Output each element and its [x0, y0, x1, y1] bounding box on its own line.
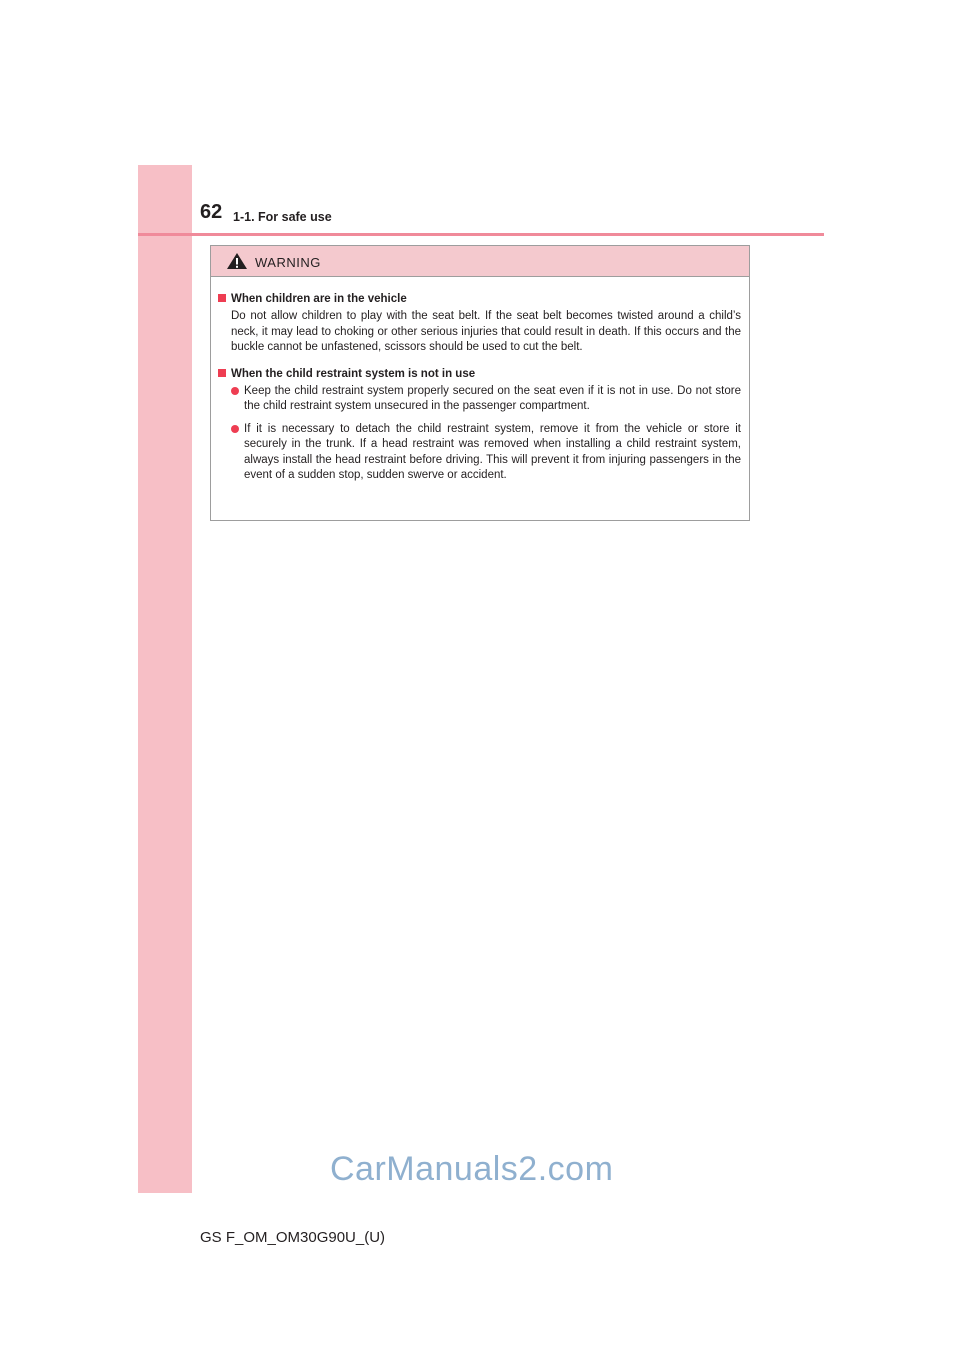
list-item-text: Keep the child restraint system properly secured on the seat even if it is not in use. Do not store the child restraint system unsecured in the passenger compartment. — [244, 384, 741, 412]
watermark: CarManuals2.com — [330, 1150, 614, 1188]
section-heading-restraint-not-in-use — [217, 366, 741, 382]
section-title: 1-1. For safe use — [233, 210, 332, 224]
heading-text: When the child restraint system is not in use — [231, 367, 476, 380]
page-number: 62 — [200, 201, 223, 223]
header-rule — [138, 233, 824, 236]
list-item — [231, 422, 741, 484]
warning-box — [210, 245, 750, 521]
warning-body — [211, 277, 749, 484]
round-bullet-icon — [231, 387, 239, 395]
section-paragraph: Do not allow children to play with the seat belt. If the seat belt becomes twisted around a child’s neck, it may lead to choking or other serious injuries that could result in death. If this occurs and the buckle cannot be unfastened, scissors should be used to cut the belt. — [231, 310, 741, 353]
round-bullet-icon — [231, 425, 239, 433]
list-item — [231, 384, 741, 415]
footer-code: GS F_OM_OM30G90U_(U) — [200, 1229, 386, 1246]
warning-triangle-icon — [226, 252, 248, 270]
chapter-sidebar — [138, 165, 192, 1193]
square-bullet-icon — [218, 369, 226, 377]
square-bullet-icon — [218, 294, 226, 302]
section-heading-children-in-vehicle — [217, 291, 741, 307]
warning-title: WARNING — [255, 255, 321, 270]
list-item-text: If it is necessary to detach the child restraint system, remove it from the vehicle or store it securely in the trunk. If a head restraint was removed when installing a child restraint system, always install the head restraint before driving. This will prevent it from injuring passengers in the event of a sudden stop, sudden swerve or accident. — [244, 422, 741, 481]
heading-text: When children are in the vehicle — [231, 293, 407, 305]
warning-header — [211, 246, 749, 277]
